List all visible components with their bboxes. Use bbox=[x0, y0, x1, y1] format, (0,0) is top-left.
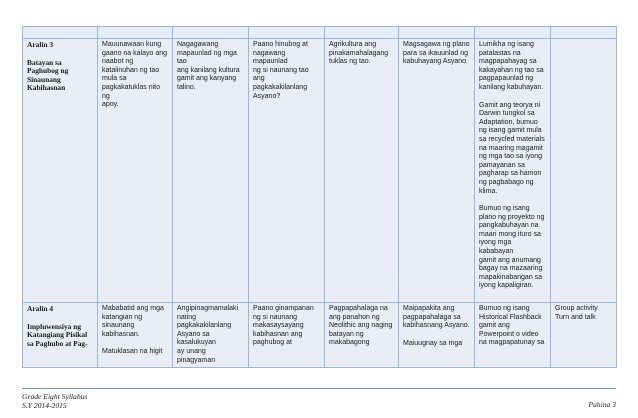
table-cell bbox=[551, 39, 617, 303]
table-cell: Group activity Turn and talk bbox=[551, 303, 617, 368]
cell-text: Maiuugnay sa mga bbox=[403, 339, 463, 347]
syllabus-table bbox=[22, 26, 617, 368]
header-cell bbox=[249, 27, 325, 39]
cell-text: Mababatid ang mga katangian ng sinaunang kabihasnan. bbox=[102, 305, 164, 338]
table-cell: Magsagawa ng plano para sa ikauunlad ng kabuhayang Asyano. bbox=[399, 39, 475, 303]
header-cell bbox=[325, 27, 399, 39]
activity-paragraph: Bumuo ng isang plano ng proyekto ng pangkabuhayan na maari mong ituro sa iyong mga kababayan gamit ang anumang bagay na mazaaring mapakinabangan sa iyong kapaligiran. bbox=[479, 205, 545, 290]
table-cell: Mauunawaan kung gaano na kalayo ang naabot ng katalinuhan ng tao mula sa pagkakatuklas nito ng apoy. bbox=[98, 39, 173, 303]
table-cell bbox=[98, 303, 173, 368]
activity-paragraph: Gamit ang teorya ni Darwin tungkol sa Adaptation, bumuo ng isang gamit mula sa recycled materials na maaring magamit ng mga tao sa iyong pamayanan sa pagharap sa hamon ng pagbabago ng klima. bbox=[479, 101, 545, 195]
header-cell bbox=[475, 27, 551, 39]
table-row bbox=[23, 39, 617, 303]
page-number: Pahina 3 bbox=[588, 400, 616, 409]
lesson-number: Aralin 4 bbox=[27, 304, 54, 314]
lesson-cell bbox=[23, 39, 98, 303]
table-row bbox=[23, 303, 617, 368]
lesson-topic: Impluwensiya ng Katangiang Pisikal sa Paghubo at Pag- bbox=[27, 321, 88, 348]
header-cell bbox=[98, 27, 173, 39]
table-cell: Pagpapahalaga na ang panahon ng Neolithic ang naging batayan ng makabagong bbox=[325, 303, 399, 368]
table-cell: Paano ginampanan ng si naunang makasaysayang kabihasnan ang paghubog at bbox=[249, 303, 325, 368]
table-cell: Agrikultura ang pinakamahalagang tuklas ng tao. bbox=[325, 39, 399, 303]
header-cell bbox=[173, 27, 249, 39]
lesson-number: Aralin 3 bbox=[27, 40, 54, 49]
footer-divider bbox=[22, 388, 616, 389]
cell-text: Maipapakita ang pagpapahalaga sa kabihasnang Asyano. bbox=[403, 305, 470, 330]
header-cell bbox=[551, 27, 617, 39]
table-cell: Bumuo ng isang Historical Flashback gamit ang Powerpoint o video na magpapatunay sa bbox=[475, 303, 551, 368]
footer-course: Grade Eight Syllabus bbox=[22, 392, 88, 401]
table-header-row bbox=[23, 27, 617, 39]
lesson-topic: Batayan sa Paghubog ng Sinaunang Kabihasnan bbox=[27, 57, 69, 93]
activity-paragraph: Lumikha ng isang patalastas na magpapahayag sa kakayahan ng tao sa pagpapaunlad ng kanilang kabuhayan. bbox=[479, 41, 544, 91]
header-cell bbox=[23, 27, 98, 39]
table-cell: Angipinagmamalaki nating pagkakakilanlang Asyano sa kasalukuyan ay unang pinagyaman bbox=[173, 303, 249, 368]
footer-school-year: S.Y 2014-2015 bbox=[22, 401, 67, 410]
table-cell: Nagagawang mapaunlad ng mga tao ang kanilang kultura gamit ang kanyang talino. bbox=[173, 39, 249, 303]
table-cell bbox=[399, 303, 475, 368]
table-cell: Paano hinubog at nagawang mapaunlad ng si naunang tao ang pagkakakilanlang Asyano? bbox=[249, 39, 325, 303]
page-footer bbox=[22, 392, 87, 410]
lesson-cell bbox=[23, 303, 98, 368]
header-cell bbox=[399, 27, 475, 39]
table-cell bbox=[475, 39, 551, 303]
cell-text: Matuklasan na higit bbox=[102, 348, 163, 356]
